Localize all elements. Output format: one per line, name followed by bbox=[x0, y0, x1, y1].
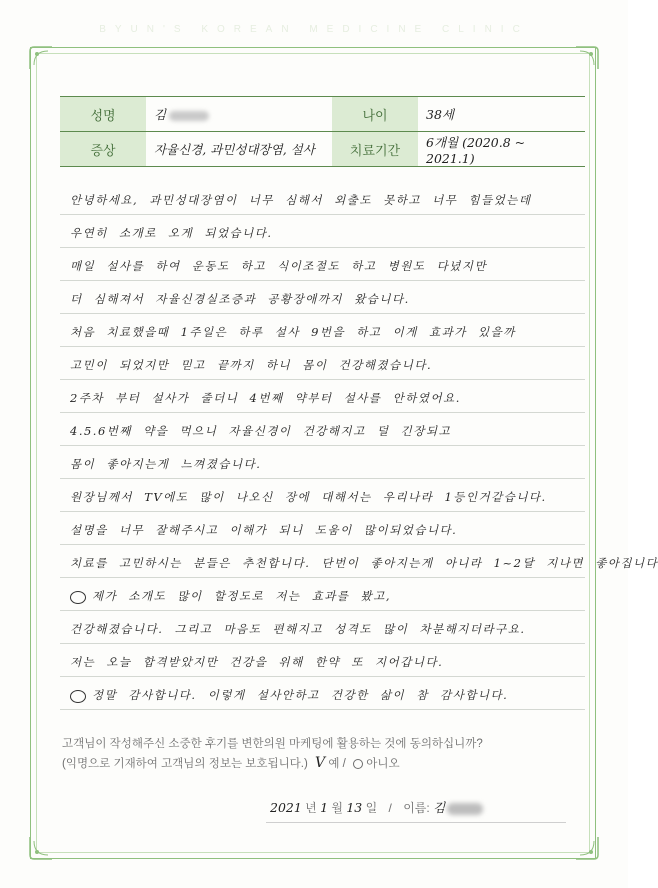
info-row-name-age bbox=[60, 97, 585, 132]
corner-ornament-icon bbox=[574, 45, 600, 71]
review-line: 정말 감사합니다. 이렇게 설사안하고 건강한 삶이 참 감사합니다. bbox=[60, 677, 585, 710]
info-row-symptom-period bbox=[60, 132, 585, 167]
name-label: 성명 bbox=[60, 97, 146, 132]
corner-ornament-icon bbox=[28, 835, 54, 861]
scribble-mark-icon bbox=[70, 591, 86, 604]
consent-separator: / bbox=[342, 758, 346, 770]
consent-options bbox=[62, 754, 582, 774]
name-value bbox=[146, 97, 332, 132]
review-line: 고민이 되었지만 믿고 끝까지 하니 몸이 건강해졌습니다. bbox=[60, 347, 585, 380]
review-body bbox=[60, 178, 658, 710]
review-line: 더 심해져서 자율신경실조증과 공황장애까지 왔습니다. bbox=[60, 281, 585, 314]
sign-month: 1 bbox=[320, 800, 329, 815]
day-label: 일 bbox=[365, 801, 378, 815]
review-line: 제가 소개도 많이 할정도로 저는 효과를 봤고, bbox=[60, 578, 585, 611]
marketing-consent bbox=[62, 735, 582, 774]
review-line: 처음 치료했을때 1주일은 하루 설사 9번을 하고 이게 효과가 있을까 bbox=[60, 314, 585, 347]
review-line: 몸이 좋아지는게 느껴졌습니다. bbox=[60, 446, 585, 479]
radio-no-icon[interactable] bbox=[353, 759, 363, 769]
period-value: 6개월 (2020.8 ~ 2021.1) bbox=[418, 132, 585, 167]
review-line: 우연히 소개로 오게 되었습니다. bbox=[60, 215, 585, 248]
scribble-mark-icon bbox=[70, 690, 86, 703]
patient-info-table bbox=[60, 96, 585, 167]
age-label: 나이 bbox=[332, 97, 418, 132]
signature-underline bbox=[266, 822, 566, 823]
review-line: 매일 설사를 하여 운동도 하고 식이조절도 하고 병원도 다녔지만 bbox=[60, 248, 585, 281]
corner-ornament-icon bbox=[574, 835, 600, 861]
signature-row bbox=[270, 798, 590, 816]
age-value: 38세 bbox=[418, 97, 585, 132]
redacted-signature bbox=[447, 803, 483, 815]
review-line: 원장님께서 TV에도 많이 나오신 장에 대해서는 우리나라 1등인거같습니다. bbox=[60, 479, 585, 512]
review-line: 안녕하세요, 과민성대장염이 너무 심해서 외출도 못하고 너무 힘들었는데 bbox=[60, 178, 585, 215]
year-label: 년 bbox=[305, 801, 317, 815]
corner-ornament-icon bbox=[28, 45, 54, 71]
review-line: 2주차 부터 설사가 줄더니 4번째 약부터 설사를 안하였어요. bbox=[60, 380, 585, 413]
sign-name: 김 bbox=[433, 800, 446, 815]
redacted-name bbox=[169, 111, 209, 121]
review-line: 건강해졌습니다. 그리고 마음도 편해지고 성격도 많이 차분해지더라구요. bbox=[60, 611, 585, 644]
review-line: 저는 오늘 합격받았지만 건강을 위해 한약 또 지어갑니다. bbox=[60, 644, 585, 677]
month-label: 월 bbox=[331, 801, 343, 815]
consent-question: 고객님이 작성해주신 소중한 후기를 변한의원 마케팅에 활용하는 것에 동의하십니까? bbox=[62, 738, 483, 750]
period-label: 치료기간 bbox=[332, 132, 418, 167]
consent-yes-label: 예 bbox=[328, 758, 340, 770]
name-text: 김 bbox=[154, 107, 167, 122]
review-line: 치료를 고민하시는 분들은 추천합니다. 단번이 좋아지는게 아니라 1~2달 지나면 좋아집니다 bbox=[60, 545, 585, 578]
name-field-label: 이름: bbox=[403, 801, 430, 815]
clinic-watermark: BYUN'S KOREAN MEDICINE CLINIC bbox=[99, 24, 529, 35]
sign-day: 13 bbox=[346, 800, 363, 815]
consent-no-label: 아니오 bbox=[366, 758, 400, 770]
review-line: 설명을 너무 잘해주시고 이해가 되니 도움이 많이되었습니다. bbox=[60, 512, 585, 545]
consent-note: (익명으로 기재하여 고객님의 정보는 보호됩니다.) bbox=[62, 758, 308, 770]
sign-year: 2021 bbox=[270, 800, 302, 815]
symptom-label: 증상 bbox=[60, 132, 146, 167]
check-mark-icon[interactable]: V bbox=[315, 755, 326, 771]
review-line: 4.5.6번째 약을 먹으니 자율신경이 건강해지고 덜 긴장되고 bbox=[60, 413, 585, 446]
symptom-value: 자율신경, 과민성대장염, 설사 bbox=[146, 132, 332, 167]
sign-slash: / bbox=[388, 801, 392, 815]
